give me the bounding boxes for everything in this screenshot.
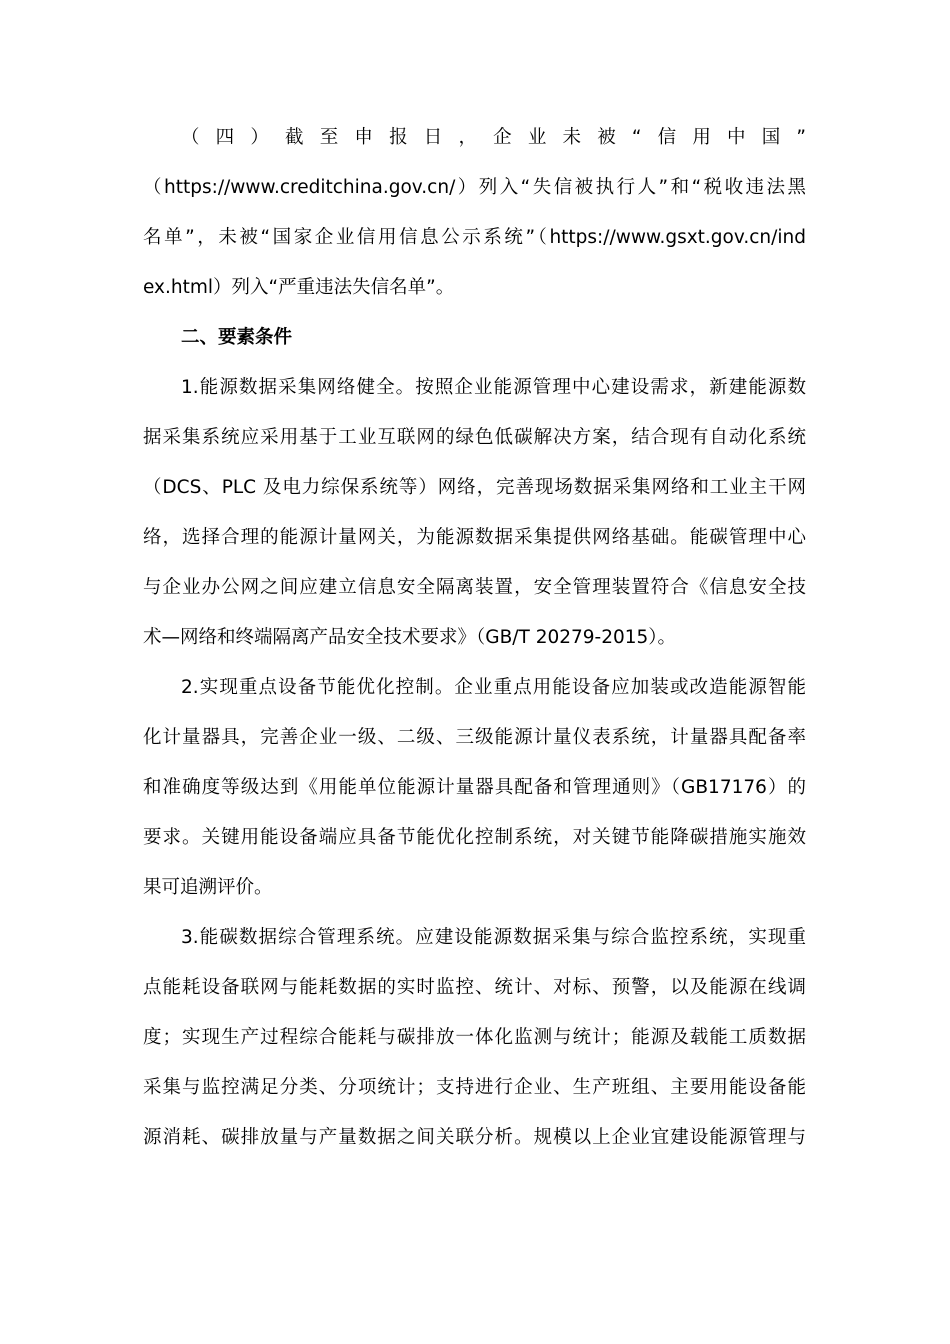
paragraph-4-line-4: ex.html）列入“严重违法失信名单”。 bbox=[143, 277, 455, 298]
item-3-line-4: 采集与监控满足分类、分项统计；支持进行企业、生产班组、主要用能设备能 bbox=[143, 1077, 806, 1098]
paragraph-4-line-1: （四）截至申报日，企业未被“信用中国” bbox=[181, 127, 806, 148]
section-heading: 二、要素条件 bbox=[181, 327, 293, 348]
item-1-line-4: 络，选择合理的能源计量网关，为能源数据采集提供网络基础。能碳管理中心 bbox=[143, 527, 806, 548]
item-2-line-2: 化计量器具，完善企业一级、二级、三级能源计量仪表系统，计量器具配备率 bbox=[143, 727, 806, 748]
item-2-line-1: 2.实现重点设备节能优化控制。企业重点用能设备应加装或改造能源智能 bbox=[181, 677, 806, 698]
item-1-line-1: 1.能源数据采集网络健全。按照企业能源管理中心建设需求，新建能源数 bbox=[181, 377, 806, 398]
item-2-line-3: 和准确度等级达到《用能单位能源计量器具配备和管理通则》（GB17176）的 bbox=[143, 777, 806, 798]
item-1-line-2: 据采集系统应采用基于工业互联网的绿色低碳解决方案，结合现有自动化系统 bbox=[143, 427, 806, 448]
item-3-line-2: 点能耗设备联网与能耗数据的实时监控、统计、对标、预警，以及能源在线调 bbox=[143, 977, 806, 998]
item-1-line-3: （DCS、PLC 及电力综保系统等）网络，完善现场数据采集网络和工业主干网 bbox=[143, 477, 806, 498]
item-1-line-5: 与企业办公网之间应建立信息安全隔离装置，安全管理装置符合《信息安全技 bbox=[143, 577, 806, 598]
paragraph-4-line-3: 名单”，未被“国家企业信用信息公示系统”（https://www.gsxt.gov.cn/ind bbox=[143, 227, 806, 248]
paragraph-4-line-2: （https://www.creditchina.gov.cn/）列入“失信被执行人”和“税收违法黑 bbox=[143, 177, 806, 198]
item-3-line-3: 度；实现生产过程综合能耗与碳排放一体化监测与统计；能源及载能工质数据 bbox=[143, 1027, 806, 1048]
item-3-line-1: 3.能碳数据综合管理系统。应建设能源数据采集与综合监控系统，实现重 bbox=[181, 927, 806, 948]
item-2-line-5: 果可追溯评价。 bbox=[143, 877, 273, 898]
item-1-line-6: 术—网络和终端隔离产品安全技术要求》（GB/T 20279-2015）。 bbox=[143, 627, 677, 648]
item-2-line-4: 要求。关键用能设备端应具备节能优化控制系统，对关键节能降碳措施实施效 bbox=[143, 827, 806, 848]
item-3-line-5: 源消耗、碳排放量与产量数据之间关联分析。规模以上企业宜建设能源管理与 bbox=[143, 1127, 806, 1148]
